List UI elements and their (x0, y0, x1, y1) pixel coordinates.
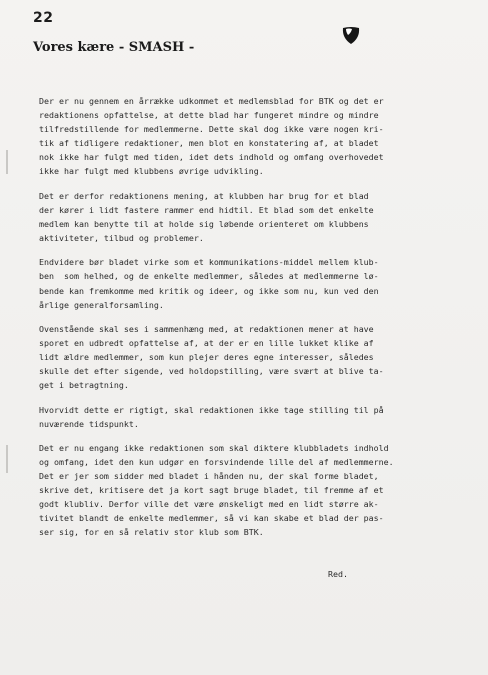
text-line: og omfang, idet den kun udgør en forsvindende lille del af medlemmerne. (39, 457, 394, 467)
text-line: Det er jer som sidder med bladet i hånden nu, der skal forme bladet, (39, 471, 379, 482)
binding-mark (6, 150, 8, 174)
article-heading: Vores kære - SMASH - (33, 40, 195, 55)
text-line: skrive det, kritisere det ja kort sagt bruge bladet, til fremme af et (39, 485, 384, 496)
text-line: tilfredstillende for medlemmerne. Dette skal dog ikke være nogen kri- (39, 124, 384, 135)
page-number: 22 (33, 10, 54, 26)
paragraph-2 (39, 189, 469, 245)
text-line: Endvidere bør bladet virke som et kommunikations-middel mellem klub- (39, 257, 379, 268)
text-line: nok ikke har fulgt med tiden, idet dets indhold og omfang overhovedet (39, 152, 384, 163)
paragraph-4 (39, 322, 469, 392)
text-line: skulle det efter sigende, ved holdopstilling, være svært at blive ta- (39, 366, 384, 377)
text-line: bende kan fremkomme med kritik og ideer, og ikke som nu, kun ved den (39, 285, 379, 296)
text-line: lidt ældre medlemmer, som kun plejer deres egne interesser, således (39, 352, 374, 363)
drop-shape-icon (340, 24, 362, 46)
text-line: medlem kan benytte til at holde sig løbende orienteret om klubbens (39, 218, 369, 229)
text-line: der kører i lidt fastere rammer end hidtil. Et blad som det enkelte (39, 204, 374, 215)
text-line: ser sig, for en så relativ stor klub som BTK. (39, 527, 264, 538)
text-line: godt klubliv. Derfor ville det være ønskeligt med en lidt større ak- (39, 499, 379, 510)
text-line: ikke har fulgt med klubbens øvrige udvikling. (39, 166, 264, 177)
paragraph-1 (39, 94, 469, 179)
text-line: aktiviteter, tilbud og problemer. (39, 233, 204, 244)
binding-mark (6, 445, 8, 473)
text-line: tivitet blandt de enkelte medlemmer, så vi kan skabe et blad der pas- (39, 513, 384, 524)
paragraph-5 (39, 403, 469, 431)
signature: Red. (328, 569, 348, 579)
text-line: årlige generalforsamling. (39, 299, 164, 310)
text-line: redaktionens opfattelse, at dette blad har fungeret mindre og mindre (39, 110, 379, 121)
text-line: Ovenstående skal ses i sammenhæng med, at redaktionen mener at have (39, 323, 374, 334)
text-line: Det er nu engang ikke redaktionen som skal diktere klubbladets indhold (39, 442, 389, 453)
text-line: get i betragtning. (39, 380, 129, 391)
text-line: nuværende tidspunkt. (39, 418, 139, 429)
text-line: Hvorvidt dette er rigtigt, skal redaktionen ikke tage stilling til på (39, 404, 384, 415)
text-line: Der er nu gennem en årrække udkommet et medlemsblad for BTK og det er (39, 96, 384, 106)
article-body (39, 94, 469, 550)
text-line: ben som helhed, og de enkelte medlemmer, således at medlemmerne lø- (39, 271, 379, 282)
text-line: Det er derfor redaktionens mening, at klubben har brug for et blad (39, 190, 369, 201)
paragraph-6 (39, 441, 469, 540)
text-line: sporet en udbredt opfattelse af, at der er en lille lukket klike af (39, 337, 374, 348)
paragraph-3 (39, 255, 469, 311)
text-line: tik af tidligere redaktioner, men blot en konstatering af, at bladet (39, 138, 379, 149)
